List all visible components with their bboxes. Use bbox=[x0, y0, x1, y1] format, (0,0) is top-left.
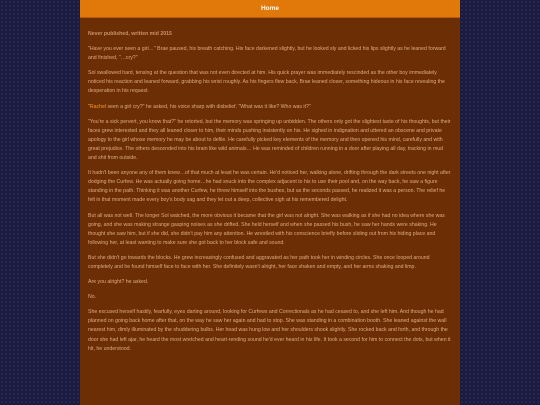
story-paragraph: But all was not well. The longer Sol watched, the more obvious it became that the girl was not alright. She was walking as if she had no idea where she was going, and she was making strange gasping noises as she drifted. She held herself and when she passed his bush, he saw her hands were shaking. He thought she saw him, but if she did, she didn't pay him any attention. He wrestled with his conscience briefly before sliding out from his hiding place and following her, at least wanting to make sure she got back to her block safe and sound. bbox=[88, 212, 445, 246]
story-paragraph: "You're a sick pervert, you know that?" he retorted, but the memory was springing up unbidden. The others only got the slightest taste of his thoughts, but their faces grew interested and they all leaned closer to him, their minds pushing insistently on his. He sighed in indignation and uttered an obscene and private apology to the girl whose memory he may be about to defile. He carefully picked key elements of the memory and then opened his mind, carefully and with great prejudice. The others descended into his brain like wild animals… He was reminded of children running in a door after playing all day, tracking in mud and shit from outside. bbox=[88, 118, 451, 162]
page-container bbox=[80, 0, 460, 405]
story-paragraph: No. bbox=[88, 294, 97, 301]
nav-home-link[interactable]: Home bbox=[260, 5, 280, 12]
story-paragraph: It hadn't been anyone any of them knew…of that much at least he was certain. He'd noticed her, walking alone, drifting through the dark streets one night after dodging the Curfew. He was actually going home…he had snuck into the complex adjacent to his to use their pool and, on the way back, he saw a figure standing in the path. Thinking it was another Curfew, he threw himself into the bushes, but as the seconds passed, he realized it was a person. The relief he felt in that moment made every boy's body sag and they let out a deep, collective sigh at his remembered delight. bbox=[88, 170, 451, 204]
story-paragraph: Sol swallowed hard, tensing at the question that was not even directed at him. His quick prayer was immediately rescinded as the other boy immediately noticed his reaction and leaned forward, grabbing his wrist roughly. As his fingers flew back, Brae leaned closer, something hideous in his face revealing the desperation in his request. bbox=[88, 70, 445, 95]
story-paragraph: She excused herself hastily, fearfully, eyes darting around, looking for Curfews and Correctionals as he had ceased to, and she left him. And though he had planned on going back home after that, on the way he saw her again and had to stop. She was standing in a combination booth. She leaned against the wall nearest him, dimly illuminated by the shuddering bulbs. Her head was hung low and her shoulders shook slightly. She rocked back and forth, and through the door she had left ajar, he heard the most wretched and heart-rending sound he'd ever heard in his life. It took a second for him to connect the dots, but when it hit, he understood. bbox=[88, 309, 451, 352]
story-paragraph: "Rachel seen a girl cry?" he asked, his voice sharp with disbelief. "What was it like? Who was it?" bbox=[88, 103, 311, 110]
story-paragraph: "Have you ever seen a girl…" Brae paused, his breath catching. His face darkened slightly, but he looked sly and licked his lips slightly as he leaned forward and finished, "…cry?" bbox=[88, 46, 446, 62]
story-paragraph: But she didn't go towards the blocks. He grew increasingly confused and aggravated as her path took her in winding circles. She once looped around completely and he found himself face to face with her. She definitely wasn't alright, her face shaken and empty, and her arms shaking and limp. bbox=[88, 254, 430, 270]
top-navbar bbox=[80, 0, 460, 18]
story-paragraph-text: seen a girl cry?" he asked, his voice sharp with disbelief. "What was it like? Who was it?" bbox=[106, 103, 311, 110]
character-name: Rachel bbox=[89, 103, 106, 110]
story-content bbox=[88, 30, 452, 360]
story-paragraph: Are you alright? he asked. bbox=[88, 279, 149, 286]
story-byline: Never published, written mid 2015 bbox=[88, 31, 172, 37]
